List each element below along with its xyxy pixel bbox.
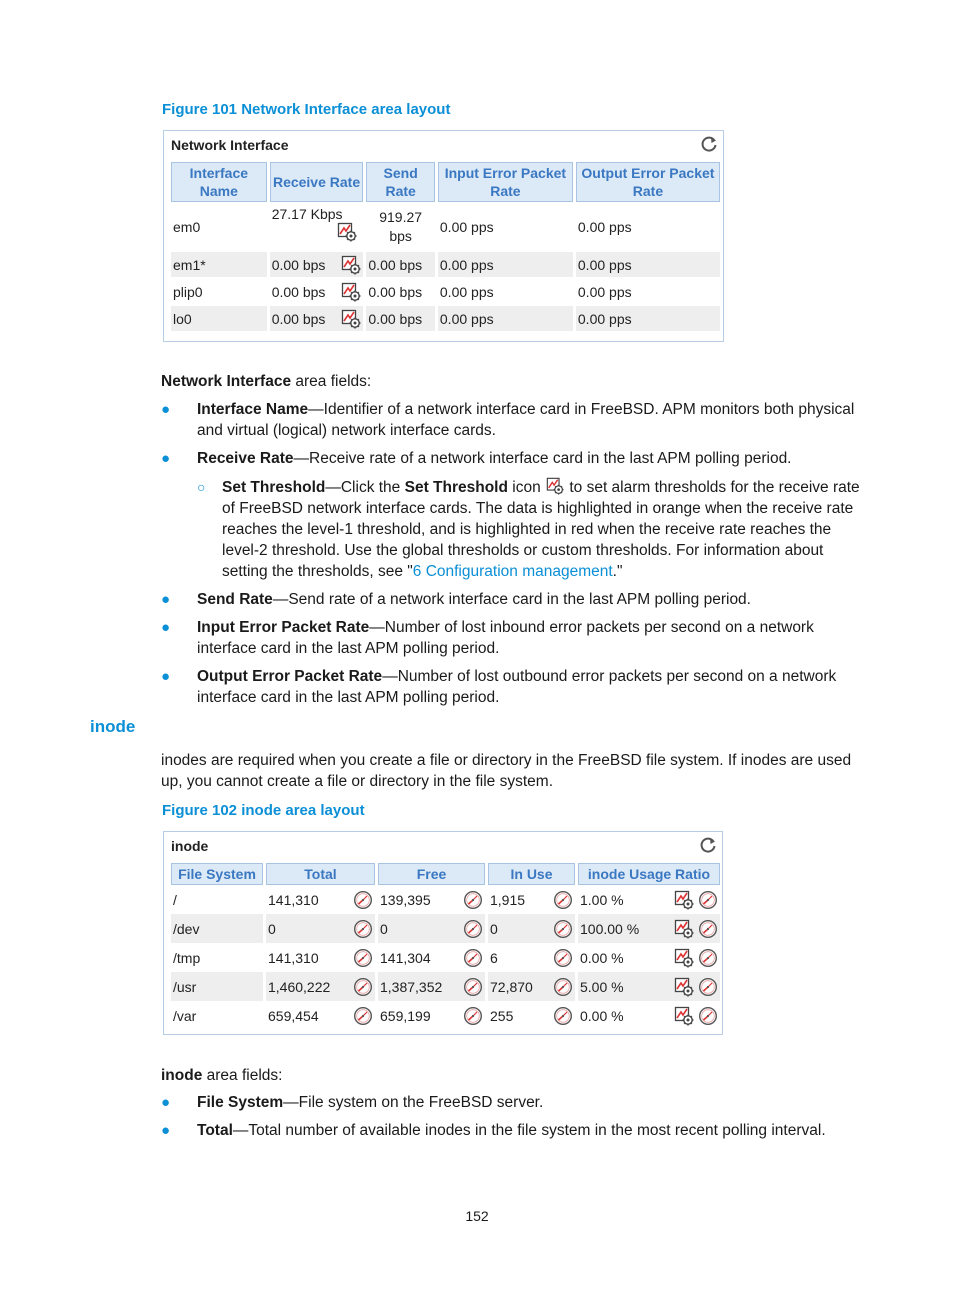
cell-interface-name: em0 [173,219,201,235]
cell-usage-ratio: 100.00 % [580,920,640,937]
figure-101-caption: Figure 101 Network Interface area layout [162,101,451,118]
panel-title: inode [171,838,209,854]
header-file-system[interactable]: File System [171,863,263,885]
table-row [171,943,720,972]
ni-fields-intro [161,371,871,392]
cell-total: 141,310 [268,949,319,966]
list-item [161,617,871,659]
set-threshold-icon [545,477,565,495]
inode-fields-intro-bold: inode [161,1067,203,1084]
cell-in-use: 0 [490,920,498,937]
set-threshold-icon[interactable] [341,255,361,275]
gauge-icon[interactable] [553,977,573,997]
header-input-error-rate[interactable]: Input Error Packet Rate [438,162,573,202]
table-row [171,252,720,277]
gauge-icon[interactable] [553,890,573,910]
cell-in-use: 255 [490,1007,514,1024]
figure-102-caption: Figure 102 inode area layout [162,802,365,819]
cell-total: 659,454 [268,1007,319,1024]
gauge-icon[interactable] [463,1006,483,1026]
list-item [161,1092,871,1113]
cell-input-error-rate: 0.00 pps [439,283,494,300]
bullet-icon: ● [161,401,171,418]
field-term: Output Error Packet Rate [197,668,383,685]
set-threshold-icon[interactable] [674,948,694,968]
bullet-icon: ● [161,1122,171,1139]
table-row [171,277,720,306]
header-receive-rate[interactable]: Receive Rate [270,162,364,202]
cell-receive-rate: 0.00 bps [271,256,326,273]
cell-input-error-rate: 0.00 pps [438,252,573,277]
field-term: Send Rate [197,591,273,608]
list-item [161,1120,871,1141]
page-number: 152 [465,1208,489,1224]
cell-interface-name: lo0 [171,306,267,331]
sub-bullet-icon: ○ [197,479,206,495]
header-output-error-rate[interactable]: Output Error Packet Rate [576,162,720,202]
field-term: Receive Rate [197,450,294,467]
header-in-use[interactable]: In Use [488,863,575,885]
field-desc: —Receive rate of a network interface card in the last APM polling period. [293,450,792,467]
bullet-icon: ● [161,619,171,636]
cell-output-error-rate: 0.00 pps [576,306,720,331]
inode-fields-list [161,1092,871,1148]
cell-file-system: /usr [171,972,263,1001]
bullet-icon: ● [161,1094,171,1111]
cell-receive-rate: 27.17 Kbps [271,206,343,222]
header-usage-ratio[interactable]: inode Usage Ratio [578,863,720,885]
sub-text: ." [612,563,623,580]
list-item [161,589,871,610]
cell-usage-ratio: 0.00 % [580,1007,624,1024]
cell-in-use: 6 [490,949,498,966]
table-row [171,885,720,914]
cell-output-error-rate: 0.00 pps [577,283,632,300]
cell-free: 139,395 [380,891,431,908]
ni-fields-intro-bold: Network Interface [161,373,292,390]
field-desc: —Number of lost outbound error packets per second on a network interface card in the last APM polling period. [197,668,837,706]
inode-paragraph: inodes are required when you create a file or directory in the FreeBSD file system. If inodes are used up, you cannot create a file or directory in the file system. [161,752,852,790]
header-free[interactable]: Free [378,863,485,885]
cell-input-error-rate: 0.00 pps [438,306,573,331]
field-term: Input Error Packet Rate [197,619,370,636]
gauge-icon[interactable] [353,948,373,968]
set-threshold-icon[interactable] [674,890,694,910]
cell-file-system: / [173,891,177,908]
config-management-link[interactable]: 6 Configuration management [412,563,613,580]
field-desc: —Number of lost inbound error packets per second on a network interface card in the last APM polling period. [197,619,814,657]
field-desc: —Identifier of a network interface card in FreeBSD. APM monitors both physical and virtual (logical) network interface cards. [197,401,855,439]
gauge-icon[interactable] [698,890,718,910]
field-term: Interface Name [197,401,309,418]
cell-in-use: 72,870 [490,978,533,995]
cell-free: 659,199 [380,1007,431,1024]
field-desc: —Send rate of a network interface card in the last APM polling period. [272,591,751,608]
network-interface-table [168,162,723,331]
field-term: Total [197,1122,233,1139]
sub-text: —Click the [325,479,405,496]
cell-send-rate: 0.00 bps [368,283,423,300]
set-threshold-icon[interactable] [341,309,361,329]
gauge-icon[interactable] [353,890,373,910]
cell-interface-name: plip0 [173,283,203,300]
cell-in-use: 1,915 [490,891,526,908]
cell-file-system: /tmp [173,949,201,966]
field-term: File System [197,1094,284,1111]
gauge-icon[interactable] [463,977,483,997]
set-threshold-icon[interactable] [341,282,361,302]
cell-total: 1,460,222 [268,978,331,995]
sub-text: icon [507,479,546,496]
gauge-icon[interactable] [463,948,483,968]
sub-text: to set alarm thresholds for the receive rate of FreeBSD network interface cards. The data is highlighted in orange when the receive rate reaches the level-1 threshold, and is highlighted in red when the receive rate reaches the level-2 threshold. Use the global thresholds or custom thresholds. For information about setting the thresholds, see " [222,479,860,580]
table-row [171,1001,720,1030]
cell-usage-ratio: 5.00 % [580,978,624,995]
cell-free: 0 [380,920,388,937]
cell-file-system: /var [173,1007,197,1024]
list-item [161,399,871,441]
sub-term: Set Threshold [222,479,326,496]
refresh-icon[interactable] [699,836,717,854]
gauge-icon[interactable] [353,919,373,939]
inode-panel [163,831,723,1035]
inode-table [168,863,723,1030]
panel-title: Network Interface [171,137,289,153]
cell-free: 1,387,352 [380,978,443,995]
field-desc: —File system on the FreeBSD server. [283,1094,544,1111]
gauge-icon[interactable] [353,977,373,997]
cell-send-rate: 0.00 bps [366,306,435,331]
header-total[interactable]: Total [266,863,375,885]
cell-usage-ratio: 1.00 % [580,891,624,908]
cell-send-rate: 0.00 bps [366,252,435,277]
cell-send-rate: 919.27 bps [379,209,423,244]
sub-list-item [197,477,871,582]
table-row [171,202,720,252]
cell-interface-name: em1* [171,252,267,277]
header-send-rate[interactable]: Send Rate [366,162,435,202]
refresh-icon[interactable] [700,135,718,153]
bullet-icon: ● [161,668,171,685]
cell-input-error-rate: 0.00 pps [439,219,494,235]
sub-term-2: Set Threshold [404,479,508,496]
cell-receive-rate: 0.00 bps [271,310,326,327]
network-interface-panel [163,130,724,342]
inode-section-title: inode [90,717,136,736]
gauge-icon[interactable] [553,948,573,968]
cell-file-system: /dev [171,914,263,943]
bullet-icon: ● [161,450,171,467]
set-threshold-icon[interactable] [674,977,694,997]
table-row [171,306,720,331]
gauge-icon[interactable] [353,1006,373,1026]
bullet-icon: ● [161,591,171,608]
gauge-icon[interactable] [553,919,573,939]
cell-receive-rate: 0.00 bps [271,283,326,300]
gauge-icon[interactable] [698,948,718,968]
gauge-icon[interactable] [553,1006,573,1026]
ni-fields-list [161,399,871,715]
set-threshold-icon[interactable] [337,222,357,242]
set-threshold-icon[interactable] [674,1006,694,1026]
inode-fields-intro [161,1065,871,1086]
inode-fields-intro-rest: area fields: [202,1067,283,1084]
cell-usage-ratio: 0.00 % [580,949,624,966]
gauge-icon[interactable] [698,919,718,939]
gauge-icon[interactable] [463,919,483,939]
cell-free: 141,304 [380,949,431,966]
cell-total: 141,310 [268,891,319,908]
cell-output-error-rate: 0.00 pps [577,219,632,235]
gauge-icon[interactable] [463,890,483,910]
ni-fields-intro-rest: area fields: [291,373,372,390]
gauge-icon[interactable] [698,1006,718,1026]
cell-total: 0 [268,920,276,937]
set-threshold-icon[interactable] [674,919,694,939]
cell-output-error-rate: 0.00 pps [576,252,720,277]
gauge-icon[interactable] [698,977,718,997]
table-row [171,972,720,1001]
field-desc: —Total number of available inodes in the file system in the most recent polling interval. [232,1122,826,1139]
list-item [161,448,871,582]
list-item [161,666,871,708]
table-row [171,914,720,943]
header-interface-name[interactable]: Interface Name [171,162,267,202]
